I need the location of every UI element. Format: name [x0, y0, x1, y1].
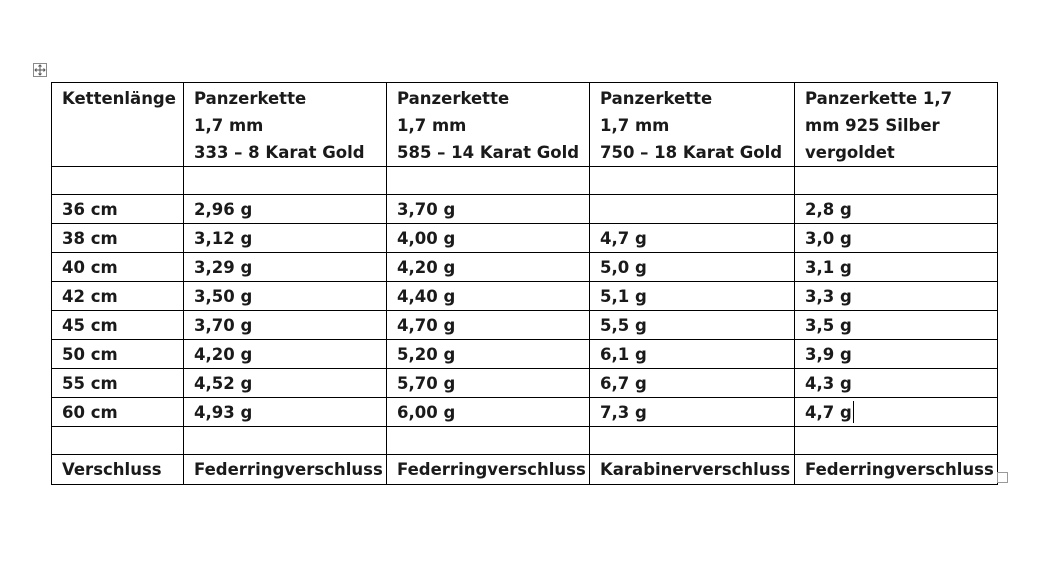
header-cell-length[interactable] — [52, 83, 184, 167]
table-cell[interactable]: 4,70 g — [387, 311, 590, 340]
table-cell[interactable]: Karabinerverschluss — [590, 455, 795, 485]
table-cell[interactable]: 2,8 g — [795, 195, 998, 224]
header-line: Panzerkette 1,7 — [805, 89, 953, 108]
table-cell[interactable]: 4,00 g — [387, 224, 590, 253]
table-cell[interactable]: 5,70 g — [387, 369, 590, 398]
table-cell[interactable]: 42 cm — [52, 282, 184, 311]
table-cell[interactable]: 3,50 g — [184, 282, 387, 311]
header-line: 1,7 mm — [397, 116, 467, 135]
table-cell[interactable]: 3,5 g — [795, 311, 998, 340]
table-cell[interactable] — [52, 167, 184, 195]
table-row — [52, 224, 998, 253]
table-cell[interactable]: 55 cm — [52, 369, 184, 398]
footer-row — [52, 455, 998, 485]
table-cell[interactable]: 5,5 g — [590, 311, 795, 340]
table-cell[interactable]: 4,20 g — [387, 253, 590, 282]
table-cell[interactable]: 2,96 g — [184, 195, 387, 224]
table-row — [52, 195, 998, 224]
table-row — [52, 340, 998, 369]
header-cell-333-gold[interactable] — [184, 83, 387, 167]
cell-text: 4,7 g — [805, 403, 852, 422]
table-cell[interactable]: 36 cm — [52, 195, 184, 224]
table-cell[interactable]: 7,3 g — [590, 398, 795, 427]
header-line: vergoldet — [805, 143, 895, 162]
table-cell[interactable]: 60 cm — [52, 398, 184, 427]
table-cell[interactable]: 38 cm — [52, 224, 184, 253]
header-line: Panzerkette — [194, 89, 307, 108]
header-cell-585-gold[interactable] — [387, 83, 590, 167]
table-cell[interactable]: 5,0 g — [590, 253, 795, 282]
header-line: Kettenlänge — [62, 89, 176, 108]
table-cell[interactable]: 4,3 g — [795, 369, 998, 398]
table-cell[interactable] — [795, 427, 998, 455]
table-cell[interactable] — [387, 167, 590, 195]
table-cell[interactable]: 6,1 g — [590, 340, 795, 369]
table-cell[interactable] — [590, 195, 795, 224]
table-cell[interactable]: 4,7 g — [590, 224, 795, 253]
header-line: 333 – 8 Karat Gold — [194, 143, 365, 162]
table-cell[interactable] — [184, 427, 387, 455]
blank-row — [52, 427, 998, 455]
chain-weight-table — [51, 82, 998, 485]
table-cell[interactable]: 40 cm — [52, 253, 184, 282]
table-cell[interactable]: 4,40 g — [387, 282, 590, 311]
table-cell[interactable]: 3,12 g — [184, 224, 387, 253]
table-row — [52, 369, 998, 398]
table-cell[interactable]: Federringverschluss — [795, 455, 998, 485]
table-cell[interactable] — [184, 167, 387, 195]
table-move-handle-icon[interactable] — [33, 63, 47, 77]
table-cell[interactable]: 3,1 g — [795, 253, 998, 282]
table-cell[interactable]: Federringverschluss — [184, 455, 387, 485]
table-cell[interactable]: 5,20 g — [387, 340, 590, 369]
table-cell[interactable]: 6,00 g — [387, 398, 590, 427]
header-line: Panzerkette — [397, 89, 510, 108]
table-cell[interactable]: 50 cm — [52, 340, 184, 369]
blank-row — [52, 167, 998, 195]
header-cell-925-silver[interactable] — [795, 83, 998, 167]
table-cell[interactable]: Federringverschluss — [387, 455, 590, 485]
table-row — [52, 398, 998, 427]
table-cell[interactable]: 3,0 g — [795, 224, 998, 253]
table-cell[interactable]: 5,1 g — [590, 282, 795, 311]
header-line: 750 – 18 Karat Gold — [600, 143, 783, 162]
text-cursor — [853, 401, 854, 423]
table-row — [52, 311, 998, 340]
table-row — [52, 253, 998, 282]
table-cell[interactable] — [795, 167, 998, 195]
table-cell[interactable]: 4,52 g — [184, 369, 387, 398]
table-cell[interactable] — [52, 427, 184, 455]
header-line: 585 – 14 Karat Gold — [397, 143, 580, 162]
header-line: 1,7 mm — [194, 116, 264, 135]
table-cell[interactable]: 6,7 g — [590, 369, 795, 398]
table-cell[interactable]: 3,3 g — [795, 282, 998, 311]
header-line: 1,7 mm — [600, 116, 670, 135]
table-cell[interactable]: 3,29 g — [184, 253, 387, 282]
header-cell-750-gold[interactable] — [590, 83, 795, 167]
table-cell-active[interactable] — [795, 398, 998, 427]
table-cell[interactable]: 3,9 g — [795, 340, 998, 369]
table-cell[interactable]: 4,93 g — [184, 398, 387, 427]
table-cell[interactable]: 45 cm — [52, 311, 184, 340]
table-resize-handle-icon[interactable] — [997, 472, 1008, 483]
table-cell[interactable] — [590, 167, 795, 195]
table-row — [52, 282, 998, 311]
header-line: Panzerkette — [600, 89, 713, 108]
header-line: mm 925 Silber — [805, 116, 940, 135]
table-cell[interactable]: 4,20 g — [184, 340, 387, 369]
table-cell[interactable] — [387, 427, 590, 455]
table-cell[interactable]: Verschluss — [52, 455, 184, 485]
table-cell[interactable] — [590, 427, 795, 455]
header-row — [52, 83, 998, 167]
table-cell[interactable]: 3,70 g — [184, 311, 387, 340]
table-cell[interactable]: 3,70 g — [387, 195, 590, 224]
